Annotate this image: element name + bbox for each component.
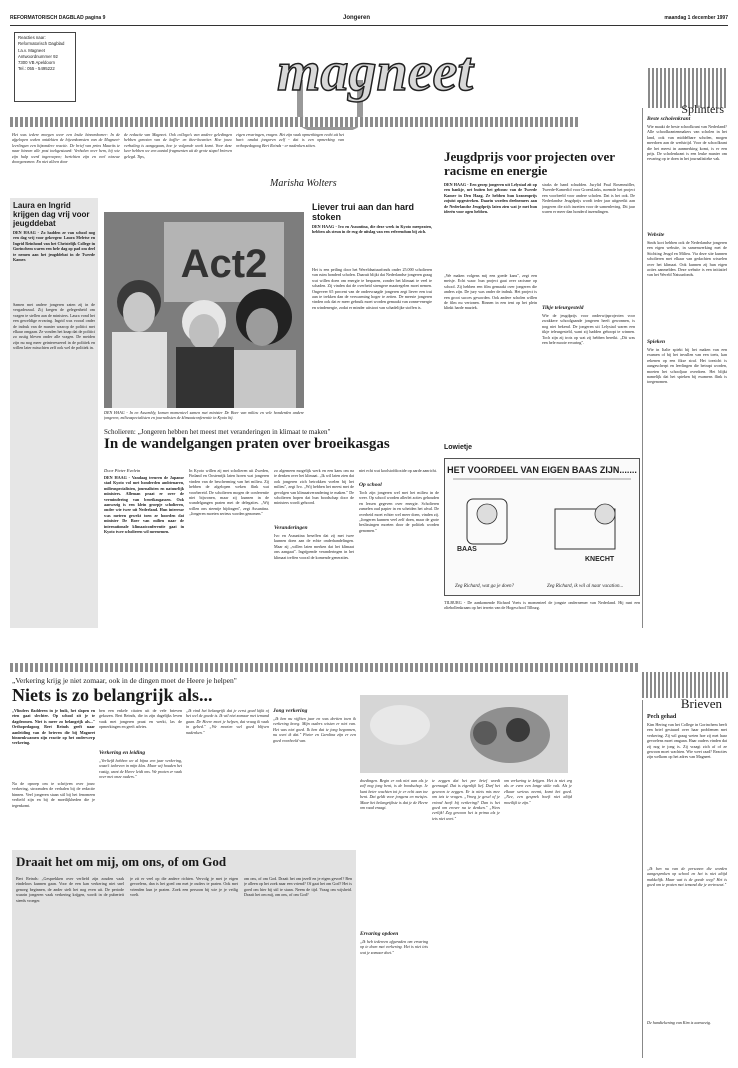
niets-col-3: „Ik vind het belangrijk dat je eerst goed kijkt of het wel de goede is. Ik wil niet zomaar met iemand gaan. De Heere moet je helpen, dat vraag ik vaak in gebed." „We moeten wel goed blijven nadenken." xyxy=(186,708,269,735)
liever-article xyxy=(312,202,432,414)
draait-headline: Draait het om mij, om ons, of om God xyxy=(16,854,227,869)
niets-col-7: om verkering te krijgen. Het is niet erg als er even een lange stilte valt. Als je elkaar serieus neemt, komt het goed. „Nee, een gesprek hoeft niet altijd moeilijk te zijn." xyxy=(504,778,572,805)
address-line: Reformatorisch Dagblad xyxy=(18,41,65,47)
liever-body: Het is een peiling door het Wereldnatuurfonds onder 25.000 scholieren van ruim honderd scholen. Daaruit blijkt dat Nederlandse jongeren graag wat willen doen om energie te besparen, zonder het klimaat te veel te schaden. Zij vinden dat de overheid strengere maatregelen moet nemen. Ongeveer 65 procent van de ondervraagde jongeren zegt liever een trui aan te trekken dan de verwarming hoger te zetten. De meeste jongeren vinden ook dat er meer gebruik moet worden gemaakt van zonne-energie en windenergie, zodat er minder uitstoot van schadelijke stoffen is. xyxy=(312,267,432,310)
scholieren-subhead: Op school xyxy=(359,482,382,488)
address-line: Tel.: 055 - 5495222 xyxy=(18,66,55,72)
lowietje-cartoon xyxy=(444,458,640,596)
scholieren-headline: In de wandelgangen praten over broeikasgas xyxy=(104,436,390,452)
label-baas: BAAS xyxy=(457,546,477,553)
scholieren-col-4b: Toch zijn jongeren wel met het milieu in de weer. Op school worden allerlei acties gehouden en lessen gegeven over energie. Scholieren zamelen oud papier in en scheiden het afval. De overheid moet echter wel meer doen, vinden zij. „Jongeren kunnen veel zelf doen, maar de grote beslissingen moeten door de politiek worden genomen." xyxy=(359,490,439,533)
jeugdprijs-col-2: straks de hand schudden. Jurylid Paul Rosenmöller, Tweede-Kamerlid voor GroenLinks, noemde het project een voorbeeld voor andere scholen. Dat is het ook. De Nederlandse Jeugdprijs wordt ieder jaar uitgereikt aan jongeren die zich inzetten voor de samenleving. Dit jaar waren er meer dan honderd inzendingen. xyxy=(542,182,635,215)
splinters-heading: Website xyxy=(647,232,665,238)
niets-text-2b: „Verliefd hebben we al bijna een jaar verkering, wasn't iedereen in mijn klas. Maar wij houden het rustig, want de Heere leidt ons. We praten er vaak over met onze ouders." xyxy=(99,758,182,780)
draait-col-2: je zit er veel op die andere richten. Vervolg je met je eigen gevoelens, dan is het goed om met je ouders te praten. Ook met vrienden kun je praten. Zoek een persoon bij wie je je veilig voelt. xyxy=(130,876,238,898)
brieven-text-2: „Ik ben nu van de personen die worden aangesproken op school en het is niet altijd makkelijk. Maar wat is de goede weg? Het is goed om te praten met iemand die je vertrouwt." xyxy=(647,866,727,888)
couple-photo xyxy=(360,695,568,773)
draait-article xyxy=(12,850,356,1058)
niets-subhead: Jong verkering xyxy=(273,708,308,714)
niets-text-5b: „Ik heb iedereen afgeraden om ervaring op te doen met verkering. Het is niet iets wat je zomaar doet." xyxy=(360,939,428,955)
splinters-text: Sinds kort hebben ook de Nederlandse jongeren een eigen website, in samenwerking met de Stichting Jeugd en Milieu. Via deze site kunnen scholieren met elkaar van gedachten wisselen over het klimaat. Ook kunnen zij hun eigen acties aanmelden. Deze website is een initiatief van het Wereld Natuurfonds. xyxy=(647,240,727,278)
speech-bubble-2: Zeg Richard, ik wil al naar vacation... xyxy=(547,584,624,589)
page-header xyxy=(10,14,728,26)
address-line: Reacties naar: xyxy=(18,35,46,40)
niets-col-2 xyxy=(99,708,182,850)
lowietje-caption: TILBURG - De aankomende Richard Voets is momenteel de jongste ondernemer van Nederland. Hij runt een oliebollenkraam op het terrein van de Hogeschool Tilburg. xyxy=(444,600,640,611)
laura-headline: Laura en Ingrid krijgen dag vrij voor jeugddebat xyxy=(13,201,90,228)
niets-col-4 xyxy=(273,708,356,850)
niets-headline: Niets is zo belangrijk als... xyxy=(12,685,213,705)
niets-text-2: ben een enkele citaten uit de vele brieven gekozen. Bert Reinds, die in zijn dagelijks leven vaak met jongeren praat en werkt, las de opmerkingen en geeft advies. xyxy=(99,708,182,730)
splinters-column xyxy=(642,102,730,628)
couple-image xyxy=(360,695,568,773)
cartoon-banner: HET VOORDEEL VAN EIGEN BAAS ZIJN....... xyxy=(447,465,637,475)
intro-col-1: Het was iedere morgen weer een leuke binnenkomer: In de afgelopen weken ontdekten de bijeenkomsten van de Magneet-leerlingen een bijzondere reactie. De brief van prins Maurits te naar binnen alle post toekgestuurd: Verhalen over hem, bij wie zijn hulp werd ingeroepen; berichten zijn en veel nieuwe doorgenomen. En niet alleen door xyxy=(12,132,120,165)
scholieren-col-2: In Kyoto willen zij met scholieren uit Zweden, Finland en Oostenrijk laten horen wat jongeren vinden van de bescherming van het milieu. Zij hebben de afgelopen weken flink wat voorbereid. De scholieren mogen de conferentie niet bijwonen, maar zij kunnen in de wandelgangen praten met de delegaties. „Wij willen ons steentje bijdragen", zegt Assuntina. „Jongeren moeten serieus worden genomen." xyxy=(189,468,269,517)
niets-text-4: „Ik ben nu vijftien jaar en was dertien toen ik verkering kreeg. Mijn ouders wisten er niet van. Het was niet goed. Ik ben dat te jong begonnen, nu weet ik dat." Pieter en Carolina zijn er een goed voorbeeld van. xyxy=(273,716,356,743)
scholieren-col-4: niet echt wat koolstofdioxide op aarde aanricht. xyxy=(359,468,437,473)
niets-text-1: Na de oproep om te schrijven over jouw verkering, stroomden de verhalen bij de redactie binnen. Veel jongeren staan stil bij het fenomeen verliefd zijn en bij de moeilijkheden die je tegenkomt. xyxy=(12,781,95,808)
niets-kicker: „Verkering krijg je niet zomaar, ook in de dingen moet de Heere je helpen" xyxy=(12,676,237,685)
niets-col-5 xyxy=(360,778,428,1058)
niets-subhead: Verkering en leiding xyxy=(99,750,146,756)
jeugdprijs-article xyxy=(444,150,636,440)
sign-text: Act2 xyxy=(180,242,268,286)
niets-subhead: Ervaring opdoen xyxy=(360,931,399,937)
scholieren-article xyxy=(104,428,440,628)
photo-image xyxy=(104,212,304,408)
niets-lead: „Vlinders fladderen in je buik, het slapen en eten gaat slechter. Op school zit je te dagdromen. Niet is meer zo belangrijk als..." Orthopedagoog Bert Reinds geeft naar aanleiding van de brieven die bij Magneet binnenkwamen zijn reactie op het onderwerp verkering. xyxy=(12,708,95,746)
address-line: Antwoordnummer 92 xyxy=(18,53,58,59)
niets-col-6: te zeggen dat het per brief wordt gevraagd. Dat is eigenlijk lief. Durf het gewoon te zeggen. Er is niets mis mee om iets te vragen. „Vroeg je gesel of je vriend heeft bij verkering? Dan is het goed om erover na te denken." „Wees eerlijk! Zeg gewoon het is prima als je iets niet weet." xyxy=(432,778,500,821)
liever-headline: Liever trui aan dan hard stoken xyxy=(312,202,415,222)
splinters-heading: Spieken xyxy=(647,339,666,345)
brieven-heading: Pech gehad xyxy=(647,714,677,720)
splinters-heading: Beste scholenkrant xyxy=(647,116,691,122)
laura-body: Samen met andere jongeren zaten zij in de vergaderzaal. Zij kregen de gelegenheid om vragen te stellen aan de ministers. Laura vond het een geweldige ervaring. Ingrid was vooral onder de indruk van de manier waarop de politici met elkaar omgaan. Ze vonden het knap dat de politici zo rustig bleven onder alle vragen. De meiden zijn nu nog meer geinteresseerd in de politiek en willen later misschien zelf ook wel de politiek in. xyxy=(13,302,95,351)
header-newspaper: REFORMATORISCH DAGBLAD pagina 9 xyxy=(10,15,106,21)
scholieren-subhead: Veranderingen xyxy=(274,525,308,531)
splinters-title: Splinters xyxy=(681,102,724,116)
act2-photo xyxy=(104,212,304,408)
scholieren-col-1: DEN HAAG - Vandaag treuren de Japanse stad Kyoto vol met honderden ambtenaren, milieuspecialisten, journalisten en natuurlijk ministers. Alleman praat er over de vermindering van broeikasgassen. Ook aanwezig is een klein groepje scholieren, onder wie twee uit Nederland. Hun interesse was meteen gewekt toen ze hoorden dat minister De Boer van milieu naar de internationale klimaatconferentie gaat in Kyoto twee scholieren wil meenemen. xyxy=(104,475,184,535)
liever-lead: DEN HAAG - Ivo en Assuntina, die deze week in Kyoto meepraten, hebben als steun in de rug de uitslag van een referendum bij zich. xyxy=(312,224,432,235)
intro-col-3: eigen ervaringen, vragen. Het zijn vaak opmerkingen recht uit het hart: omdat jongeren zelf - dat is een opmerking van orthopedagoog Bert Reinds - er nadenken zitten. xyxy=(236,132,344,148)
niets-col-1 xyxy=(12,708,95,850)
scholieren-col-3: zo algemeen mogelijk werk en een kans om na te denken over het klimaat. „Ik wil laten zien dat ook jongeren zich betrokken voelen bij het milieu", zegt Ivo. „Wij hebben het meest met de gevolgen van klimaatverandering te maken." De scholieren hopen dat hun boodschap door de ministers wordt gehoord. xyxy=(274,468,354,506)
address-line: 7300 VB Apeldoorn xyxy=(18,60,56,66)
jeugdprijs-headline: Jeugdprijs voor projecten over racisme en energie xyxy=(444,149,615,178)
middle-stripe xyxy=(10,663,640,672)
brieven-decoration xyxy=(642,672,728,698)
jeugdprijs-lead: DEN HAAG - Een groep jongeren uit Lelystad zit op een bankje, net buiten het gebouw van de Tweede Kamer in Den Haag. Ze hebben hun kranenprijs zojuist opgestreken. Daarin worden deelnemers aan de Nederlandse Jeugdprijs laten zien wat je met hun ideeën voor ogen hebben. xyxy=(444,182,537,215)
splinters-text: Wie maakt de beste schoolkrant van Nederland? Alle schoolkrantenmakers van scholen in het land, ook van middelbare scholen, mogen meedoen aan de wedstrijd. Voor de schoolkrant die het meest in aanmerking komt, is er een prijs. De scholenkrant is een leuke manier om ervaring op te doen in het journalistieke vak. xyxy=(647,124,727,162)
jeugdprijs-subhead: Tikje teleurgesteld xyxy=(542,305,584,311)
niets-text-5: doedingen. Begin er ook niet aan als je zelf nog jong bent, is de boodschap. Je kunt beter wachten tot je er echt aan toe bent. Dat geldt voor jongens en meisjes. Maar het belangrijkste is dat je de Heere om raad vraagt. xyxy=(360,778,428,811)
scholieren-col-3b: Ivo en Assuntina beseffen dat zij met twee kunnen doen aan de echte onderhandelingen. Maar zij „willen laten merken dat het klimaat ons aangaat". Ingrijpende veranderingen in het klimaat treffen vooral de komende generaties. xyxy=(274,533,354,560)
header-section: Jongeren xyxy=(343,15,371,21)
splinters-text: Wie in Italie spiekt bij het maken van een examen of bij het invullen van een toets, kan rekenen op een fikse straf. Het toezicht is aangescherpt en leerlingen die betrapt worden, moeten het schooljaar overdoen. Het blijkt namelijk dat het spieken bij examens flink is toegenomen. xyxy=(647,347,727,385)
address-box xyxy=(14,32,76,102)
draait-col-3: om ons, of om God. Draait het om jezelf en je eigen gevoel? Ben je alleen op het zoek naar een vriend? Of gaat het om God? Het is goed om hier bij stil te staan. Neem de tijd. Vraag om wijsheid. Draait het om mij, om ons, of om God? xyxy=(244,876,352,898)
laura-lead: DEN HAAG - Zo hadden ze van school nog een dag vrij voor gekregen: Laura Meletse en Ingrid Reinhoud van het Christelijk College in Gorinchem waren een hele dag op pad om deel te nemen aan het jeugddebat in de Tweede Kamer. xyxy=(13,230,95,263)
brieven-text: Kim Hering van het College in Gorinchem heeft een brief gestuurd over haar problemen met verkering. Zij wil graag weten hoe zij met haar gevoelens moet omgaan. Haar ouders vinden dat zij nog te jong is. Zij vraagt zich af of ze gewoon moet wachten. Wie weet raad? Reacties zijn welkom op het adres van Magneet. xyxy=(647,722,727,760)
cartoon-image xyxy=(445,459,639,595)
scholieren-kicker: Scholieren: „Jongeren hebben het meest met veranderingen in klimaat te maken" xyxy=(104,428,331,436)
brieven-title: Brieven xyxy=(680,696,722,711)
draait-col-1: Bert Reinds: „Gesprekken over verliefd zijn zouden vaak eindeloos kunnen gaan. Voor de een kan verkering niet snel genoeg beginnen, de ander stelt het nog even uit. De periode waarin jongeren vaak verkering krijgen, wordt in de puberteit steeds vroeger. xyxy=(16,876,124,903)
jeugdprijs-col-1: „We maken volgens mij een goede kans", zegt een meisje. Echt waar: hun project gaat over racisme op school. Zij hebben een film gemaakt over jongeren die anders zijn. De jury was onder de indruk. Het project is een groot succes geworden. Ook andere scholen willen de film nu vertonen. Rinnen in een tent op het plein klinkt harde muziek. xyxy=(444,273,537,311)
label-knecht: KNECHT xyxy=(585,556,615,563)
laura-article xyxy=(10,198,98,628)
brieven-footer: De handtekening van Kim is aanwezig. xyxy=(647,1020,711,1025)
masthead-title: magneet xyxy=(277,41,473,103)
scholieren-byline: Door Pieter Evelein xyxy=(104,468,141,473)
lowietje-title: Lowietje xyxy=(444,444,473,451)
jeugdprijs-col-2b: Wie de jeugdprijs voor onderwijsprojecten voor zwakkere schoolgaande jongeren heeft gewonnen, is nog niet bekend. De jongeren uit Lelystad waren een tikje teleurgesteld, want zij hadden gehoopt te winnen. Toch zijn zij trots op wat zij hebben bereikt. „Dit was een hele mooie ervaring". xyxy=(542,313,635,346)
lowietje-header xyxy=(444,444,640,456)
brieven-column xyxy=(642,696,728,1058)
address-line: t.a.v. Magneet xyxy=(18,47,45,53)
top-stripe xyxy=(10,117,578,127)
photo-caption: DEN HAAG - In en Assembly, komen momenteel samen met minister De Boer van milieu en vele honderden andere jongeren, milieuspecialisten en journalisten de klimaatconferentie in Kyoto bij. xyxy=(104,410,304,421)
intro-signature: Marisha Wolters xyxy=(270,178,337,189)
header-date: maandag 1 december 1997 xyxy=(664,15,728,21)
speech-bubble-1: Zeg Richard, wat ga je doen? xyxy=(455,584,514,589)
intro-col-2: de redactie van Magneet. Ook collega's van andere geledingen hebben genoten van de koffie- en thee-kwartier. Hoe jouw verhaling is aangegaan, hoe je volgende week komt. Voor deze keer hebben we een aantal fragmenten uit de grote stapel brieven gelegd. Tips, xyxy=(124,132,232,159)
